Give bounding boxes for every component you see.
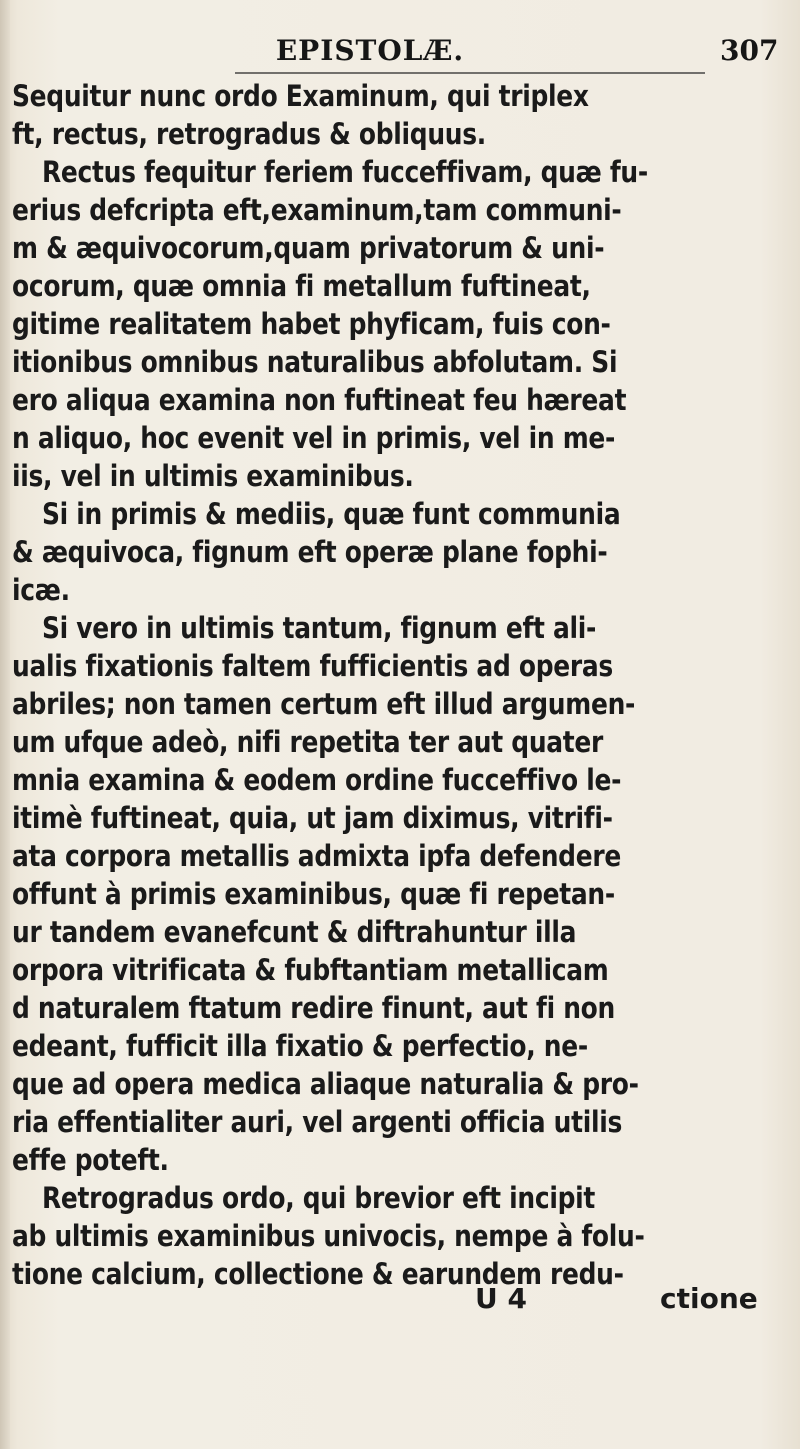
text-line: itionibus omnibus naturalibus abfolutam. Si <box>12 345 618 379</box>
text-line: d naturalem ftatum redire finunt, aut fi non <box>12 991 615 1025</box>
page-header <box>0 12 800 82</box>
text-line: & æquivoca, fignum eft operæ plane fophi- <box>12 535 608 569</box>
text-line: ualis fixationis faltem fufficientis ad operas <box>12 649 613 683</box>
text-line: erius defcripta eft,examinum,tam communi- <box>12 193 622 227</box>
text-line: offunt à primis examinibus, quæ fi repetan- <box>12 877 615 911</box>
text-line: tione calcium, collectione & earundem redu- <box>12 1257 624 1291</box>
catchword: ctione <box>660 1282 758 1315</box>
text-line: Si in primis & mediis, quæ funt communia <box>42 497 621 531</box>
text-line: Sequitur nunc ordo Examinum, qui triplex <box>12 79 589 113</box>
binding-gutter <box>0 0 10 1449</box>
text-line: mnia examina & eodem ordine fucceffivo le- <box>12 763 622 797</box>
signature-mark: U 4 <box>475 1282 527 1315</box>
text-line: ft, rectus, retrogradus & obliquus. <box>12 117 486 151</box>
text-line: orpora vitrificata & fubftantiam metallicam <box>12 953 609 987</box>
text-line: ria effentialiter auri, vel argenti officia utilis <box>12 1105 623 1139</box>
text-line: icæ. <box>12 573 70 607</box>
text-line: um ufque adeò, nifi repetita ter aut quater <box>12 725 604 759</box>
text-line: iis, vel in ultimis examinibus. <box>12 459 414 493</box>
text-line: que ad opera medica aliaque naturalia & pro- <box>12 1067 639 1101</box>
text-line: ata corpora metallis admixta ipfa defendere <box>12 839 621 873</box>
text-line: ocorum, quæ omnia fi metallum fuftineat, <box>12 269 591 303</box>
text-line: ur tandem evanefcunt & diftrahuntur illa <box>12 915 577 949</box>
running-title: EPISTOLÆ. <box>275 34 465 67</box>
text-line: ab ultimis examinibus univocis, nempe à folu- <box>12 1219 645 1253</box>
text-line: Rectus fequitur feriem fucceffivam, quæ fu- <box>42 155 648 189</box>
text-line: n aliquo, hoc evenit vel in primis, vel in me- <box>12 421 616 455</box>
text-line: edeant, fufficit illa fixatio & perfectio, ne- <box>12 1029 588 1063</box>
header-rule <box>235 72 705 74</box>
text-line: Si vero in ultimis tantum, fignum eft ali- <box>42 611 597 645</box>
text-line: itimè fuftineat, quia, ut jam diximus, vitrifi- <box>12 801 613 835</box>
text-line: Retrogradus ordo, qui brevior eft incipit <box>42 1181 595 1215</box>
page-number: 307 <box>720 34 779 67</box>
text-line: m & æquivocorum,quam privatorum & uni- <box>12 231 605 265</box>
text-line: gitime realitatem habet phyficam, fuis con- <box>12 307 611 341</box>
text-line: abriles; non tamen certum eft illud argumen- <box>12 687 636 721</box>
text-line: effe poteft. <box>12 1143 169 1177</box>
text-line: ero aliqua examina non fuftineat feu hæreat <box>12 383 627 417</box>
